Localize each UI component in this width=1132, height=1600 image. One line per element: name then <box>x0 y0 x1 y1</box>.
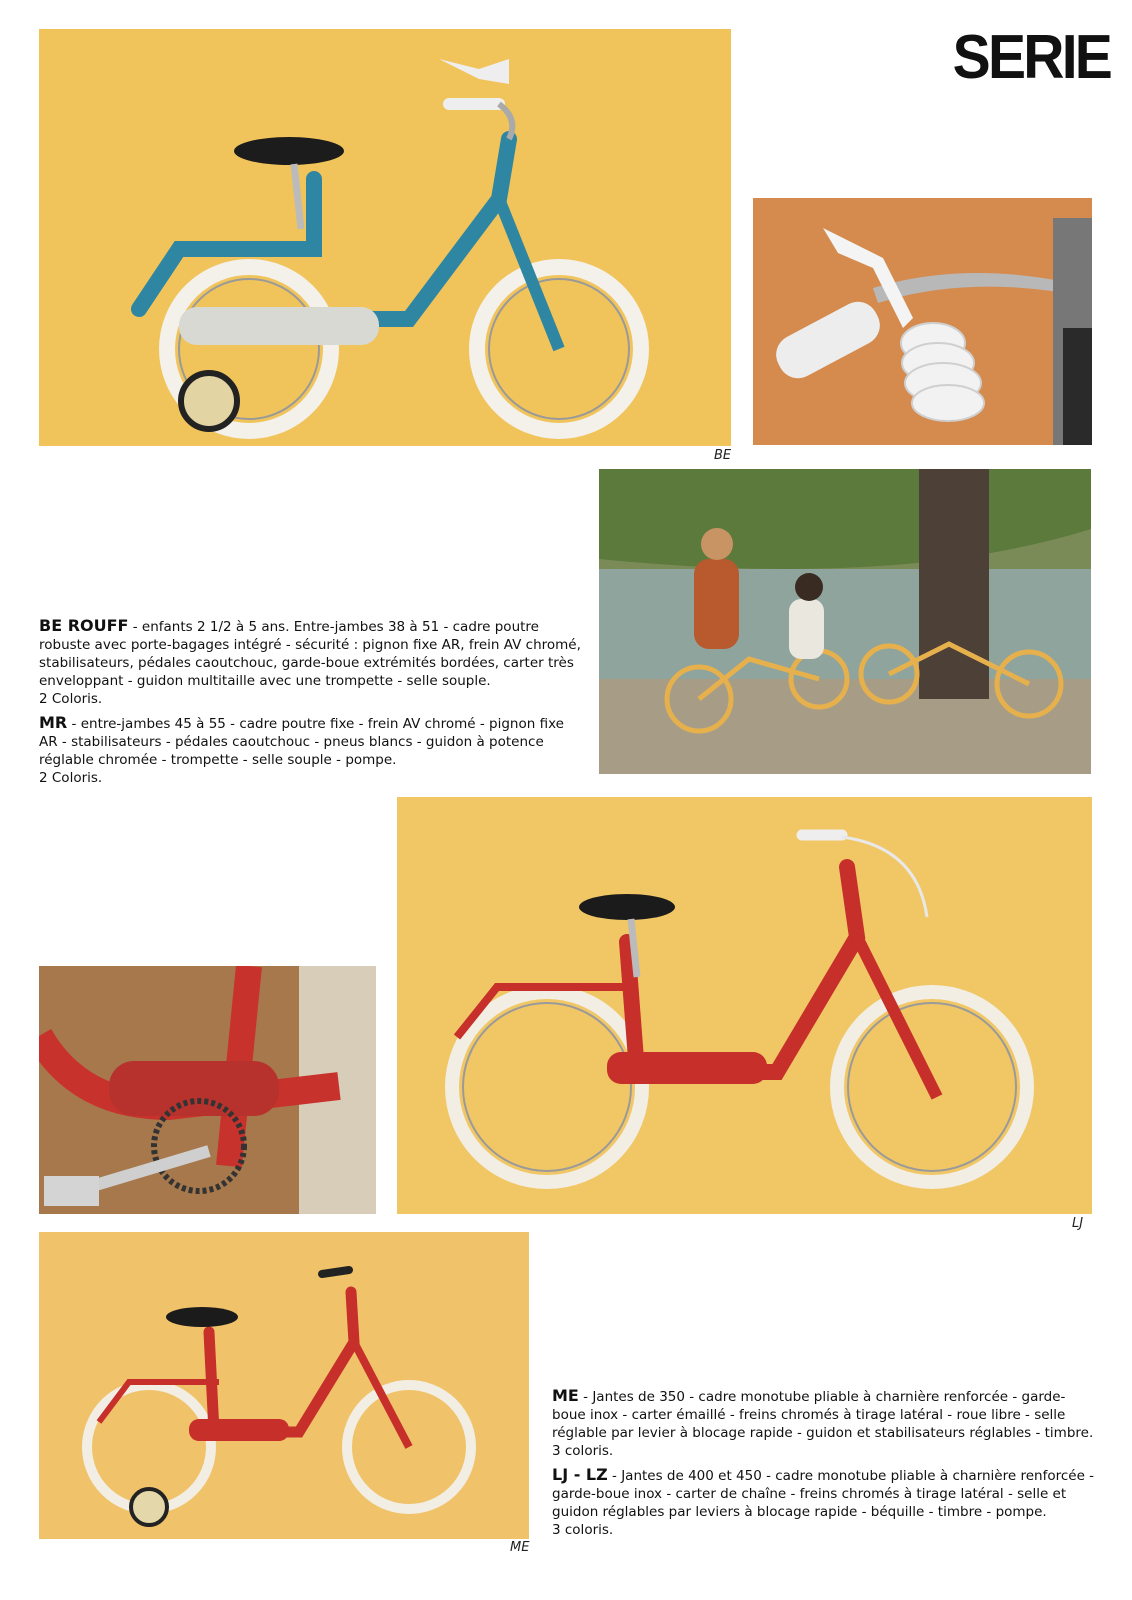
caption-me: ME <box>510 1540 530 1555</box>
caption-lj: LJ <box>1072 1216 1084 1231</box>
model-mr: MR <box>39 713 68 732</box>
colors-be-rouff: 2 Coloris. <box>39 691 103 707</box>
photo-me-bike <box>39 1232 529 1539</box>
text-me: - Jantes de 350 - cadre monotube pliable à charnière renforcée - garde-boue inox - carter émaillé - freins chromés à tirage latéral - roue libre - selle réglable par levier à blocage rapide - guidon et stabilisateurs réglables - timbre. <box>552 1389 1094 1441</box>
description-be-rouff <box>39 617 584 708</box>
photo-lj-bike <box>397 797 1092 1214</box>
photo-chain-closeup <box>39 966 376 1214</box>
description-me <box>552 1387 1097 1460</box>
page-title: SERIE <box>952 23 1110 92</box>
description-be-mr <box>39 617 584 793</box>
text-be-rouff: - enfants 2 1/2 à 5 ans. Entre-jambes 38 à 51 - cadre poutre robuste avec porte-bagages intégré - sécurité : pignon fixe AR, frein AV chromé, stabilisateurs, pédales caoutchouc, garde-boue extrémités bordées, carter très enveloppant - guidon multitaille avec une trompette - selle souple. <box>39 619 581 689</box>
photo-be-bike <box>39 29 731 446</box>
photo-kids-tree <box>599 469 1091 774</box>
text-mr: - entre-jambes 45 à 55 - cadre poutre fixe - frein AV chromé - pignon fixe AR - stabilisateurs - pédales caoutchouc - pneus blancs - guidon à potence réglable chromée - trompette - selle souple - pompe. <box>39 716 564 768</box>
description-mr <box>39 714 584 787</box>
colors-mr: 2 Coloris. <box>39 770 103 786</box>
colors-me: 3 coloris. <box>552 1443 614 1459</box>
photo-horn-closeup <box>753 198 1092 445</box>
colors-lj-lz: 3 coloris. <box>552 1522 614 1538</box>
text-lj-lz: - Jantes de 400 et 450 - cadre monotube pliable à charnière renforcée - garde-boue inox - carter de chaîne - freins chromés à tirage latéral - selle et guidon réglables par leviers à blocage rapide - béquille - timbre - pompe. <box>552 1468 1095 1520</box>
model-lj-lz: LJ - LZ <box>552 1465 608 1484</box>
description-lj-lz <box>552 1466 1097 1539</box>
description-me-lj <box>552 1387 1097 1545</box>
model-me: ME <box>552 1386 579 1405</box>
model-be-rouff: BE ROUFF <box>39 616 129 635</box>
caption-be: BE <box>714 448 732 463</box>
